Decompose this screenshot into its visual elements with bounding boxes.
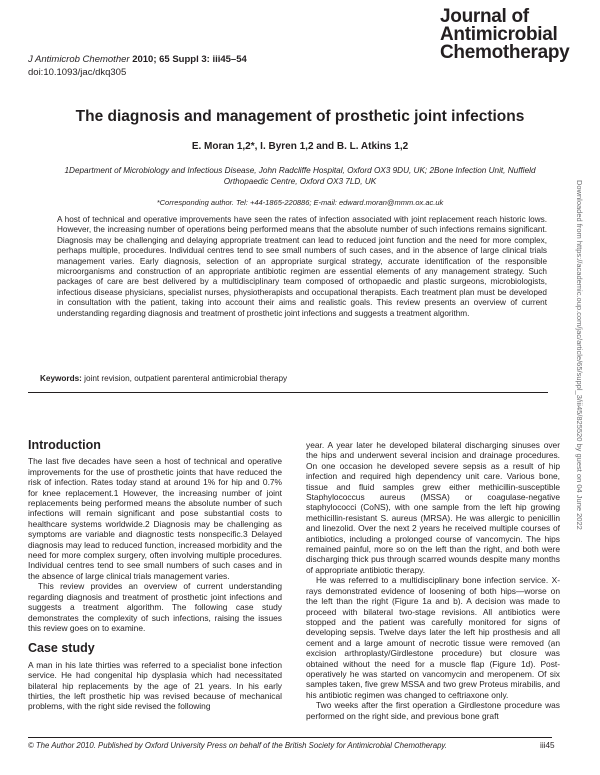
corresponding-author: *Corresponding author. Tel: +44-1865-220886; E-mail: edward.moran@mmm.ox.ac.uk — [156, 198, 444, 207]
keywords-list: joint revision, outpatient parenteral antimicrobial therapy — [84, 374, 288, 383]
case-paragraph-3: He was referred to a multidisciplinary bone infection service. X-rays demonstrated evidence of loosening of both hips—worse on the left than the right (Figure 1a and b). A decision was made to proceed with bilateral two-stage revisions. All antibiotics were stopped and the patient was carefully monitored for signs of developing sepsis. Twelve days later the left hip prosthesis and all cement and a large amount of necrotic tissue were removed (an excision arthroplasty/Girdlestone procedure) but closure was obtained without the need for a muscle flap (Figure 1d). Post-operatively he was started on vancomycin and meropenem. Of six samples taken, five grew MSSA and two grew Proteus mirabilis, and his antibiotic regimen was changed to ceftriaxone only. — [306, 575, 560, 700]
abstract: A host of technical and operative improvements have seen the rates of infection associated with joint replacement reach historic lows. However, the increasing number of operations being performed means that the absolute number of such infections remains significant. Diagnosis may be challenging and delaying appropriate treatment can lead to reduced joint function and the need for more complex, perhaps multiple, procedures. Individual centres tend to see small numbers of such cases, and in the absence of large clinical trials management varies. Early diagnosis, selection of an appropriate surgical strategy, accurate identification of the responsible microorganisms and construction of an appropriate antibiotic regimen are essential elements of any management strategy. Such packages of care are best delivered by a multidisciplinary team composed of orthopaedic and plastic surgeons, microbiologists, infectious disease physicians, specialist nurses, physiotherapists and occupational therapists. Each treatment plan must be developed in consultation with the patient, taking into account their aims and realistic goals. This review presents an overview of current understanding regarding diagnosis and treatment of prosthetic joint infections and suggests a treatment algorithm. — [57, 215, 547, 318]
authors: E. Moran 1,2*, I. Byren 1,2 and B. L. Atkins 1,2 — [191, 141, 409, 152]
journal-logo: Journal of Antimicrobial Chemotherapy — [440, 6, 570, 63]
section-divider — [28, 392, 548, 393]
keywords-label: Keywords: — [40, 374, 82, 383]
footer-divider — [28, 737, 552, 738]
download-watermark — [574, 180, 586, 580]
page-number: iii45 — [540, 741, 555, 750]
section-heading-introduction: Introduction — [28, 438, 101, 452]
left-column — [28, 440, 282, 712]
citation-volume: 2010; 65 Suppl 3: iii45–54 — [132, 54, 247, 65]
case-paragraph-2: year. A year later he developed bilateral discharging sinuses over the hips and underwent several incision and drainage procedures. On one occasion he developed severe sepsis as a result of hip infection and required high dependency unit care. Various bone, tissue and fluid samples grew either methicillin-susceptible Staphylococcus aureus (MSSA) or coagulase-negative staphylococci (CoNS), with one sample from the left hip growing methicillin-resistant S. aureus (MRSA). He was allergic to penicillin and linezolid. Over the next 2 years he received multiple courses of antibiotics, including a prolonged course of vancomycin. The hips remained painful, more so on the left than the right, and both were discharging thick pus through scarred wounds despite many months of appropriate antibiotic therapy. — [306, 440, 560, 575]
case-paragraph-4: Two weeks after the first operation a Girdlestone procedure was performed on the right side, and previous bone graft — [306, 700, 560, 721]
keywords — [40, 374, 287, 383]
intro-paragraph-2: This review provides an overview of current understanding regarding diagnosis and treatment of prosthetic joint infections and suggests a treatment algorithm. The following case study demonstrates the complexity of such infections, raising the issues this review goes on to examine. — [28, 581, 282, 633]
right-column — [306, 440, 560, 721]
download-note: Downloaded from https://academic.oup.com/jac/article/65/suppl_3/iii45/825520 by guest on 04 June 2022 — [575, 180, 584, 530]
journal-citation — [28, 53, 247, 66]
case-paragraph-1: A man in his late thirties was referred to a specialist bone infection service. He had congenital hip dysplasia which had necessitated bilateral hip replacements by the age of 21 years. In his early thirties, the left prosthetic hip was revised because of mechanical problems, with the right side revised the following — [28, 659, 282, 712]
citation-journal: J Antimicrob Chemother — [28, 54, 130, 65]
copyright-footer: © The Author 2010. Published by Oxford University Press on behalf of the British Society for Antimicrobial Chemotherapy. — [28, 741, 447, 750]
affiliations: 1Department of Microbiology and Infectious Disease, John Radcliffe Hospital, Oxford OX3 9DU, UK; 2Bone Infection Unit, Nuffield Orthopaedic Centre, Oxford OX3 7LD, UK — [64, 166, 536, 186]
paper-title: The diagnosis and management of prosthetic joint infections — [75, 108, 525, 125]
section-heading-case-study: Case study — [28, 641, 95, 656]
intro-paragraph-1: The last five decades have seen a host of technical and operative improvements for the use of prosthetic joints that have reduced the risk of infection. Rates today stand at around 1% for hip and 0.7% for knee replacement.1 However, the increasing number of joint replacements being performed means the absolute number of such infections will remain significant and pose substantial costs to healthcare systems worldwide.2 Diagnosis may be challenging as symptoms are variable and diagnostic tests nonspecific.3 Delayed diagnosis may lead to reduced function, increased morbidity and the need for more complex surgery, often involving multiple procedures. Individual centres tend to see small numbers of such cases and in the absence of large clinical trials management varies. — [28, 456, 282, 581]
doi[interactable]: doi:10.1093/jac/dkq305 — [28, 67, 127, 78]
